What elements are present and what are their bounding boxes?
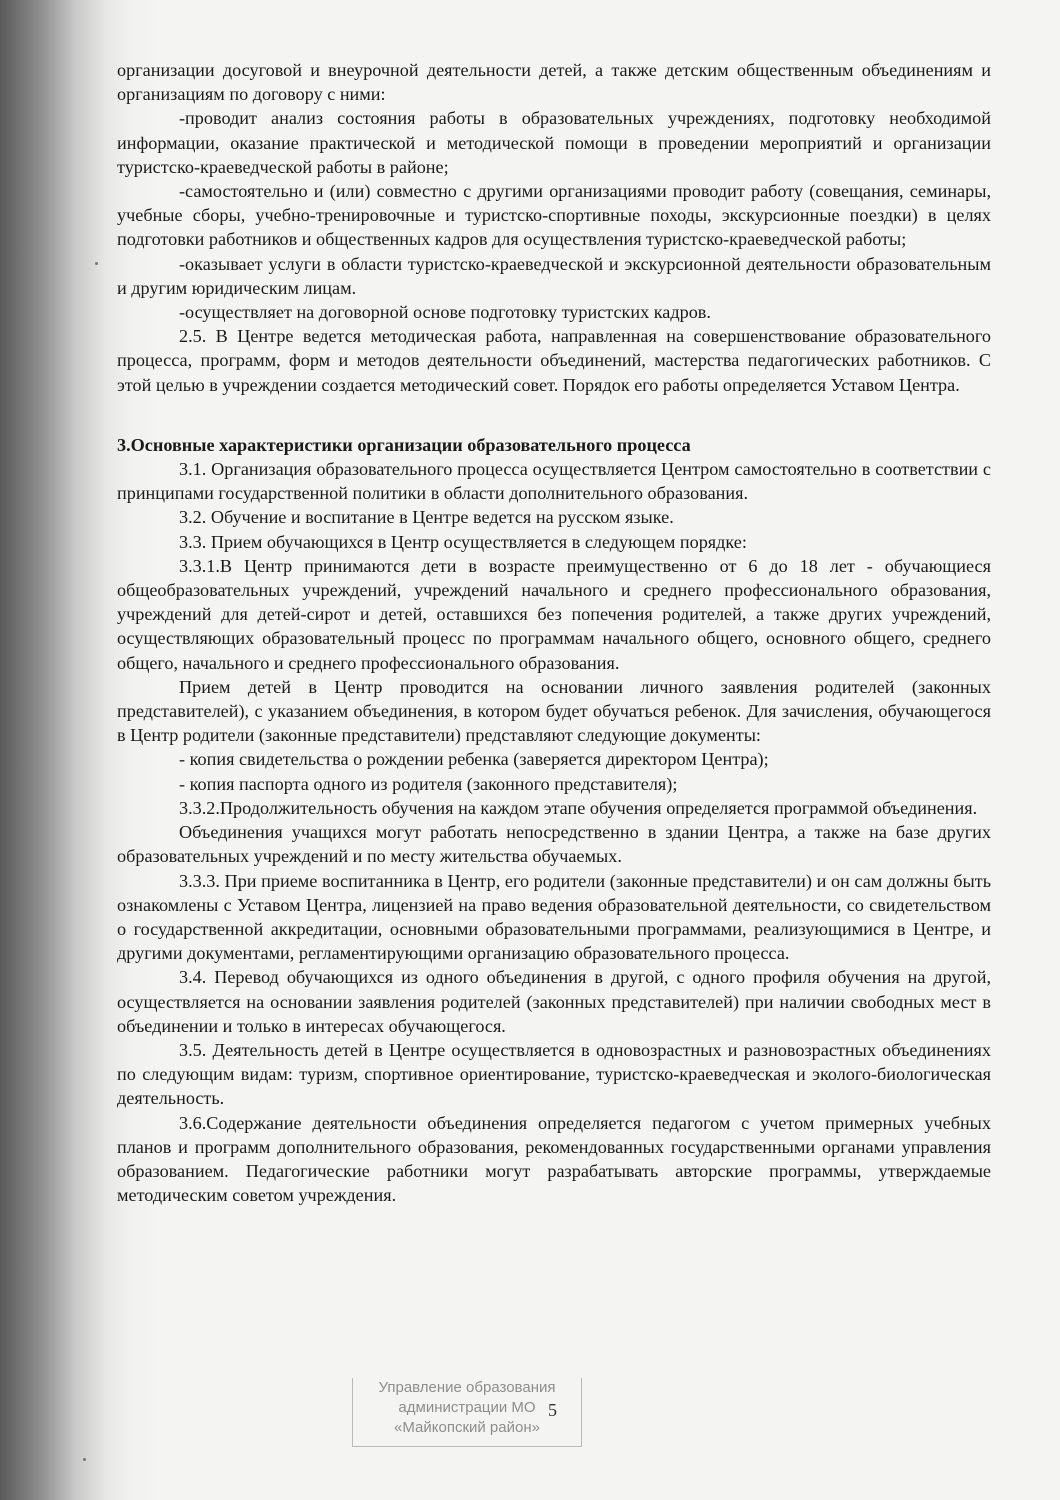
paragraph: - копия свидетельства о рождении ребенка (заверяется директором Центра); (179, 749, 769, 770)
paragraphs-bottom (117, 457, 991, 1207)
scan-speck (83, 1458, 86, 1461)
paragraph: 3.6.Содержание деятельности объединения определяется педагогом с учетом примерных учебных планов и программ дополнительного образования, рекомендованных государственными органами управления образованием. Педагогические работники могут разрабатывать авторские программы, утверждаемые методическим советом учреждения. (117, 1112, 991, 1206)
stamp-line-2: администрации МО (398, 1399, 536, 1416)
paragraph: 2.5. В Центре ведется методическая работа, направленная на совершенствование образовательного процесса, программ, форм и методов деятельности объединений, мастерства педагогических работников. С этой целью в учреждении создается методический совет. Порядок его работы определяется Уставом Центра. (117, 326, 991, 395)
paragraph: 3.2. Обучение и воспитание в Центре ведется на русском языке. (179, 507, 674, 528)
paragraph: 3.3.1.В Центр принимаются дети в возрасте преимущественно от 6 до 18 лет - обучающиеся общеобразовательных учреждений, учреждений начального и среднего профессионального образования, учреждений для детей-сирот и детей, оставшихся без попечения родителей, а также других учреждений, осуществляющих образовательный процесс по программам начального общего, основного общего, среднего общего, начального и среднего профессионального образования. (117, 555, 991, 673)
paragraph: 3.1. Организация образовательного процесса осуществляется Центром самостоятельно в соответствии с принципами государственной политики в области дополнительного образования. (117, 459, 991, 504)
section-heading: 3.Основные характеристики организации образовательного процесса (117, 434, 691, 455)
stamp-line-1: Управление образования (378, 1379, 556, 1396)
paragraph: -осуществляет на договорной основе подготовку туристских кадров. (179, 302, 711, 323)
page-number: 5 (548, 1400, 557, 1420)
paragraph: 3.3. Прием обучающихся в Центр осуществляется в следующем порядке: (179, 531, 747, 552)
paragraph: Прием детей в Центр проводится на основании личного заявления родителей (законных представителей), с указанием объединения, в котором будет обучаться ребенок. Для зачисления, обучающегося в Центр родители (законные представители) представляют следующие документы: (117, 676, 991, 746)
paragraph: 3.4. Перевод обучающихся из одного объединения в другой, с одного профиля обучения на другой, осуществляется на основании заявления родителей (законных представителей) при наличии свободных мест в объединении и только в интересах обучающегося. (117, 967, 991, 1036)
paragraph: -проводит анализ состояния работы в образовательных учреждениях, подготовку необходимой информации, оказание практической и методической помощи в проведении мероприятий и организации туристско-краеведческой работы в районе; (117, 108, 991, 177)
paragraph: 3.5. Деятельность детей в Центре осуществляется в одновозрастных и разновозрастных объединениях по следующим видам: туризм, спортивное ориентирование, туристско-краеведческая и эколого-биологическая деятельность. (117, 1039, 991, 1109)
stamp-line-3: «Майкопский район» (394, 1419, 540, 1436)
paragraph: -оказывает услуги в области туристско-краеведческой и экскурсионной деятельности образовательным и другим юридическим лицам. (117, 253, 991, 298)
paragraph: 3.3.2.Продолжительность обучения на каждом этапе обучения определяется программой объединения. (179, 797, 978, 818)
document-body (117, 58, 991, 1207)
paragraph: -самостоятельно и (или) совместно с другими организациями проводит работу (совещания, семинары, учебные сборы, учебно-тренировочные и туристско-спортивные походы, экскурсионные поездки) в целях подготовки работников и общественных кадров для осуществления туристско-краеведческой работы; (117, 181, 991, 250)
paragraphs-top (117, 58, 991, 397)
scan-speck (95, 262, 98, 265)
paragraph: организации досуговой и внеурочной деятельности детей, а также детским общественным объединениям и организациям по договору с ними: (117, 60, 991, 105)
paragraph: Объединения учащихся могут работать непосредственно в здании Центра, а также на базе других образовательных учреждений и по месту жительства обучаемых. (117, 822, 991, 867)
paragraph: 3.3.3. При приеме воспитанника в Центр, его родители (законные представители) и он сам должны быть ознакомлены с Уставом Центра, лицензией на право ведения образовательной деятельности, со свидетельством о государственной аккредитации, основными образовательными программами, реализующимися в Центре, и другими документами, регламентирующими организацию образовательного процесса. (117, 870, 991, 964)
paragraph: - копия паспорта одного из родителя (законного представителя); (179, 773, 678, 794)
